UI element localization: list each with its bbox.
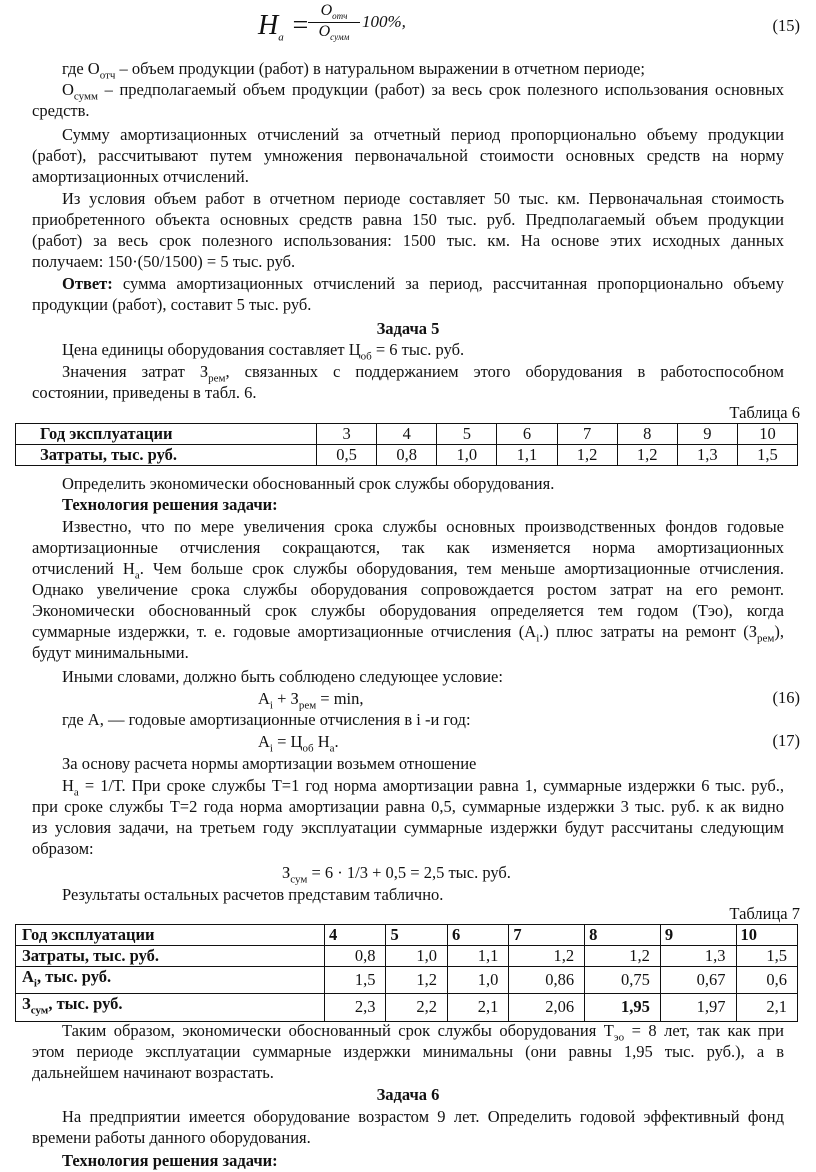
paragraph-line: амортизационные отчисления сокращаются, так как изменяется норма амортизационных <box>32 538 784 557</box>
paragraph-line: где $О_{отч}$ – объем продукции (работ) в натуральном выражении в отчетном периоде; <box>62 59 645 82</box>
equation-number-15: (15) <box>772 16 800 35</box>
paragraph-line: $О_{сумм}$ – предполагаемый объем продукции (работ) за весь срок полезного использования основных <box>62 80 784 103</box>
paragraph-line: Из условия объем работ в отчетном периоде составляет 50 тыс. км. Первоначальная стоимость <box>62 189 784 208</box>
paragraph-line: времени работы данного оборудования. <box>32 1128 311 1147</box>
table-cell: 1,0 <box>386 946 447 967</box>
paragraph-line: амортизационных отчислений. <box>32 167 249 186</box>
paragraph-line: Цена единицы оборудования составляет $Ц_{об} = 6$ тыс. руб. <box>62 340 465 363</box>
paragraph-line: суммарные издержки, т. е. годовые амортизационные отчисления $(А_i.)$ плюс затраты на ремонт $(З_{рем})$, <box>32 622 784 645</box>
answer-line: продукции (работ), составит 5 тыс. руб. <box>32 295 312 314</box>
table-header-cell: Затраты, тыс. руб. <box>16 946 325 967</box>
paragraph-line: будут минимальными. <box>32 643 189 662</box>
section-heading: Технология решения задачи: <box>62 495 278 514</box>
table-cell: 7 <box>557 424 617 445</box>
table-cell: 6 <box>497 424 557 445</box>
paragraph-line: (работ) за весь срок полезного использования: 1500 тыс. км. На основе этих исходных данных <box>32 231 784 250</box>
table-cell: 0,75 <box>585 967 661 994</box>
paragraph-line: средств. <box>32 101 90 120</box>
answer-line: Ответ: сумма амортизационных отчислений за период, рассчитанная пропорционально объему <box>62 274 784 293</box>
table-cell: 0,8 <box>377 445 437 466</box>
paragraph-line: приобретенного объекта основных средств равна 150 тыс. руб. Предполагаемый объем продукции <box>32 210 784 229</box>
table-cell: 1,0 <box>437 445 497 466</box>
table-cell: 10 <box>737 424 797 445</box>
table-cell: 8 <box>585 925 661 946</box>
table-cell: 0,6 <box>736 967 797 994</box>
paragraph-line: Экономически обоснованный срок службы оборудования определяется тем годом (Тэо), когда <box>32 601 784 620</box>
formula-15 <box>258 0 428 52</box>
table-6 <box>15 423 798 466</box>
table-header-cell: Год эксплуатации <box>16 424 317 445</box>
table-cell: 0,67 <box>660 967 736 994</box>
paragraph-line: Результаты остальных расчетов представим таблично. <box>62 885 444 904</box>
paragraph-line: образом: <box>32 839 94 858</box>
paragraph-line: получаем: 150·(50/1500) = 5 тыс. руб. <box>32 252 296 271</box>
task-6-title: Задача 6 <box>376 1085 440 1104</box>
table-cell: 1,2 <box>557 445 617 466</box>
equation-16: $А_i + З_{рем} = \min$, <box>258 689 364 712</box>
formula-fraction: $O_{отч}$ $O_{сумм}$ <box>308 2 360 42</box>
table-row <box>16 967 798 994</box>
table-header-cell: Затраты, тыс. руб. <box>16 445 317 466</box>
paragraph-line: этом периоде эксплуатации суммарные издержки минимальны (они равны 1,95 тыс. руб.), а в <box>32 1042 784 1061</box>
table-7-caption: Таблица 7 <box>729 904 800 923</box>
table-cell: 9 <box>660 925 736 946</box>
table-cell: 4 <box>377 424 437 445</box>
paragraph-line: Иными словами, должно быть соблюдено следующее условие: <box>62 667 503 686</box>
paragraph-line: На предприятии имеется оборудование возрастом 9 лет. Определить годовой эффективный фонд <box>62 1107 784 1126</box>
table-cell: 5 <box>386 925 447 946</box>
table-7 <box>15 924 798 1022</box>
paragraph-line: Однако увеличение срока службы оборудования сопровождается ростом затрат на его ремонт. <box>32 580 784 599</box>
formula-lhs: $H_a$ = <box>258 10 310 44</box>
table-cell: 1,2 <box>386 967 447 994</box>
equation-number-17: (17) <box>772 731 800 750</box>
table-header-cell: $А_i$, тыс. руб. <box>16 967 325 994</box>
table-6-caption: Таблица 6 <box>729 403 800 422</box>
section-heading: Технология решения задачи: <box>62 1151 278 1170</box>
table-row <box>16 925 798 946</box>
table-cell: 8 <box>617 424 677 445</box>
task-5-title: Задача 5 <box>376 319 440 338</box>
table-cell: 2,3 <box>325 994 386 1021</box>
table-header-cell: Год эксплуатации <box>16 925 325 946</box>
table-cell: 1,1 <box>447 946 508 967</box>
paragraph-line: Определить экономически обоснованный срок службы оборудования. <box>62 474 555 493</box>
table-cell: 4 <box>325 925 386 946</box>
paragraph-line: Сумму амортизационных отчислений за отчетный период пропорционально объему продукции <box>62 125 784 144</box>
table-row <box>16 424 798 445</box>
equation-number-16: (16) <box>772 688 800 707</box>
paragraph-line: Известно, что по мере увеличения срока службы основных производственных фондов годовые <box>62 517 784 536</box>
table-cell: 0,5 <box>317 445 377 466</box>
paragraph-line: (работ), рассчитывают путем умножения первоначальной стоимости основных средств на норму <box>32 146 784 165</box>
table-cell: 1,5 <box>737 445 797 466</box>
table-cell: 1,0 <box>447 967 508 994</box>
paragraph-line: состоянии, приведены в табл. 6. <box>32 383 257 402</box>
table-cell: 3 <box>317 424 377 445</box>
table-cell: 1,3 <box>660 946 736 967</box>
table-cell: 10 <box>736 925 797 946</box>
paragraph-line: Значения затрат $З_{рем}$, связанных с поддержанием этого оборудования в работоспособном <box>62 362 784 385</box>
paragraph-line: Таким образом, экономически обоснованный срок службы оборудования $Т_{эо} = 8$ лет, так как при <box>62 1021 784 1044</box>
table-cell: 1,3 <box>677 445 737 466</box>
table-row <box>16 445 798 466</box>
paragraph-line: при сроке службы Т=2 года норма амортизации равна 0,5, суммарные издержки 3 тыс. руб. к ак видно <box>32 797 784 816</box>
table-cell: 0,86 <box>509 967 585 994</box>
table-cell: 0,8 <box>325 946 386 967</box>
table-cell: 2,2 <box>386 994 447 1021</box>
table-cell: 2,1 <box>736 994 797 1021</box>
table-cell: 1,1 <box>497 445 557 466</box>
table-cell: 1,2 <box>617 445 677 466</box>
table-cell: 2,1 <box>447 994 508 1021</box>
paragraph-line: из условия задачи, на третьем году эксплуатации суммарные издержки будут рассчитаны следующим <box>32 818 784 837</box>
table-cell: 1,97 <box>660 994 736 1021</box>
table-cell: 1,2 <box>585 946 661 967</box>
table-cell: 9 <box>677 424 737 445</box>
paragraph-line: $Н_а = 1/Т$. При сроке службы Т=1 год норма амортизации равна 1, суммарные издержки 6 тыс. руб., <box>62 776 784 799</box>
equation-17: $А_i = Ц_{об}$ $Н_а$. <box>258 732 339 755</box>
table-cell: 7 <box>509 925 585 946</box>
table-cell: 6 <box>447 925 508 946</box>
paragraph-line: отчислений $Н_а$. Чем больше срок службы оборудования, тем меньше амортизационные отчисления. <box>32 559 784 582</box>
formula-factor: 100%, <box>362 12 406 31</box>
table-cell: 1,5 <box>736 946 797 967</box>
equation-sum: $З_{сум} = 6 \cdot 1/3 + 0,5 = 2,5$ тыс. руб. <box>282 863 511 886</box>
table-header-cell: $З_{сум}$, тыс. руб. <box>16 994 325 1021</box>
paragraph-line: дальнейшем начинают возрастать. <box>32 1063 274 1082</box>
paragraph-line: где А, — годовые амортизационные отчисления в i -и год: <box>62 710 471 729</box>
table-cell: 1,5 <box>325 967 386 994</box>
table-cell: 1,2 <box>509 946 585 967</box>
paragraph-line: За основу расчета нормы амортизации возьмем отношение <box>62 754 477 773</box>
table-row <box>16 946 798 967</box>
table-row <box>16 994 798 1021</box>
table-cell: 5 <box>437 424 497 445</box>
table-cell-minimum: 1,95 <box>585 994 661 1021</box>
table-cell: 2,06 <box>509 994 585 1021</box>
